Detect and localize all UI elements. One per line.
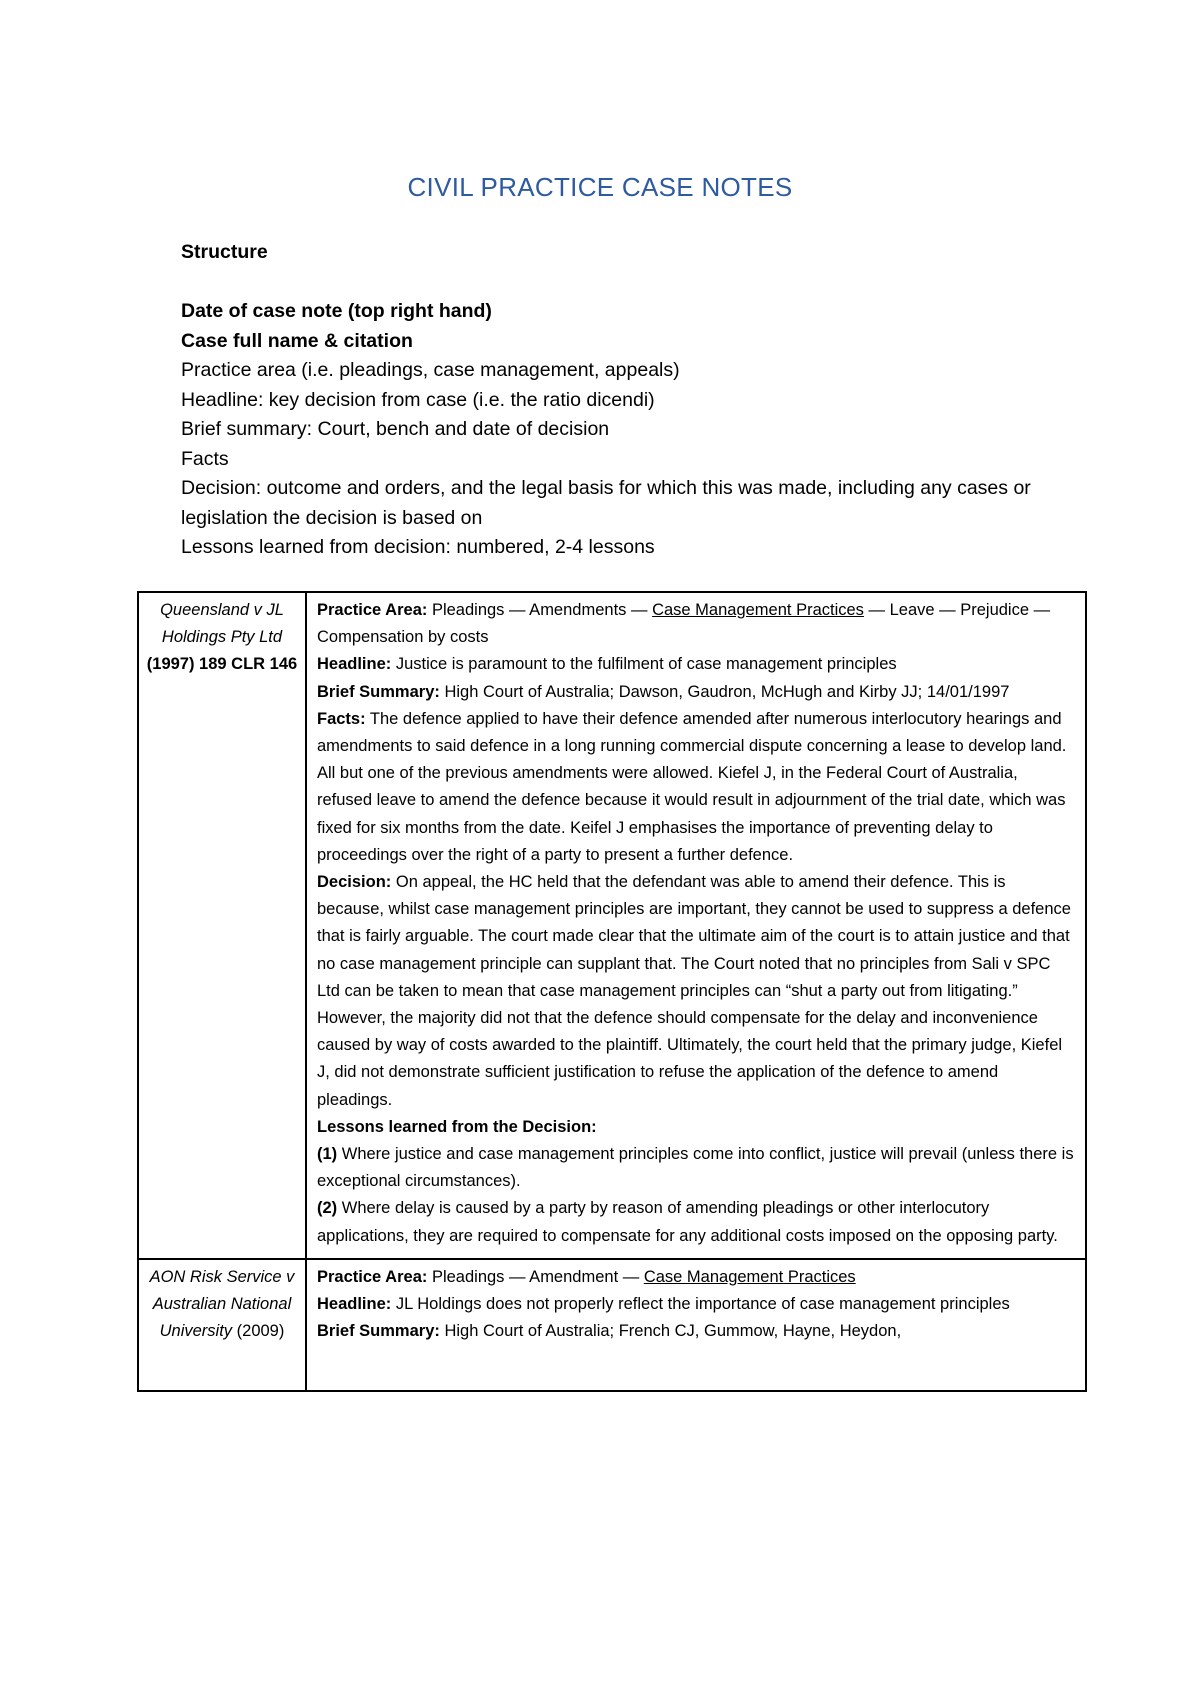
case-citation: (1997) 189 CLR 146 [146, 655, 298, 674]
headline [317, 1291, 1075, 1318]
decision-label: Decision: [317, 873, 392, 892]
brief-summary-text: High Court of Australia; Dawson, Gaudron, McHugh and Kirby JJ; 14/01/1997 [439, 682, 1010, 701]
structure-line-facts: Facts [181, 447, 229, 470]
lesson-text: Where justice and case management principles come into conflict, justice will prevail (unless there is exceptional circumstances). [317, 1145, 1074, 1191]
lesson-number: (2) [317, 1199, 338, 1218]
headline [317, 651, 1075, 678]
brief-summary [317, 679, 1075, 706]
spacer [181, 268, 1061, 298]
structure-line-summary: Brief summary: Court, bench and date of decision [181, 418, 610, 440]
case-note-cell [306, 592, 1086, 1259]
practice-area-label: Practice Area: [317, 601, 428, 619]
practice-area-text: Pleadings — Amendment — [427, 1267, 644, 1286]
headline-text: Justice is paramount to the fulfilment of case management principles [391, 655, 897, 674]
brief-summary-label: Brief Summary: [317, 682, 440, 701]
headline-label: Headline: [317, 1295, 392, 1314]
lesson-text: Where delay is caused by a party by reason of amending pleadings or other interlocutory applications, they are required to compensate for any additional costs imposed on the opposing party. [317, 1199, 1058, 1245]
lesson-item [317, 1141, 1075, 1195]
structure-line-lessons: Lessons learned from decision: numbered, 2-4 lessons [181, 536, 655, 558]
brief-summary-label: Brief Summary: [317, 1322, 440, 1341]
case-name: Queensland v JL Holdings Pty Ltd [160, 601, 284, 647]
structure-line-practice: Practice area (i.e. pleadings, case management, appeals) [181, 359, 680, 381]
structure-line-name: Case full name & citation [181, 329, 413, 352]
facts-text: The defence applied to have their defence amended after numerous interlocutory hearings and amendments to said defence in a long running commercial dispute concerning a lease to develop land. All but one of the previous amendments were allowed. Kiefel J, in the Federal Court of Australia, refused leave to amend the defence because it would result in adjournment of the trial date, which was fixed for six months from the date. Keifel J emphasises the importance of preventing delay to proceedings over the right of a party to present a further defence. [317, 709, 1067, 864]
brief-summary-text: High Court of Australia; French CJ, Gummow, Hayne, Heydon, [439, 1322, 902, 1341]
case-citation-cell [138, 1259, 306, 1391]
headline-label: Headline: [317, 655, 392, 674]
lesson-item [317, 1195, 1075, 1249]
decision-text: On appeal, the HC held that the defendant was able to amend their defence. This is because, whilst case management principles are important, they cannot be used to suppress a defence that is fairly arguable. The court made clear that the ultimate aim of the court is to attain justice and that no case management principle can supplant that. The Court noted that no principles from Sali v SPC Ltd can be taken to mean that case management principles can “shut a party out from litigating.” However, the majority did not that the defence should compensate for the delay and inconvenience caused by way of costs awarded to the plaintiff. Ultimately, the court held that the primary judge, Kiefel J, did not demonstrate sufficient justification to refuse the application of the defence to amend pleadings. [317, 873, 1071, 1109]
lessons-heading: Lessons learned from the Decision: [317, 1117, 597, 1136]
headline-text: JL Holdings does not properly reflect the importance of case management principles [391, 1295, 1010, 1314]
practice-area [317, 597, 1075, 651]
structure-heading: Structure [181, 241, 268, 263]
structure-line-headline: Headline: key decision from case (i.e. the ratio dicendi) [181, 388, 655, 411]
page-title: CIVIL PRACTICE CASE NOTES [407, 172, 793, 202]
lesson-number: (1) [317, 1145, 338, 1164]
practice-area-label: Practice Area: [317, 1267, 428, 1286]
case-name: AON Risk Service v Australian National University [149, 1267, 295, 1341]
practice-area-underlined: Case Management Practices [652, 601, 864, 619]
facts-label: Facts: [317, 709, 366, 728]
structure-line-date: Date of case note (top right hand) [181, 300, 492, 322]
practice-area-text: Pleadings — Amendments — [427, 601, 653, 619]
brief-summary [317, 1318, 1075, 1345]
structure-section [181, 238, 1061, 563]
structure-line-decision: Decision: outcome and orders, and the legal basis for which this was made, including any cases or legislation the decision is based on [181, 477, 1031, 529]
practice-area [317, 1264, 1075, 1291]
case-citation-cell [138, 592, 306, 1259]
table-row [138, 592, 1086, 1259]
practice-area-text-tail: — Leave — Prejudice — Compensation by costs [317, 601, 1051, 647]
decision [317, 869, 1075, 1114]
practice-area-underlined: Case Management Practices [643, 1267, 856, 1286]
case-notes-table [137, 591, 1087, 1392]
case-note-cell [306, 1259, 1086, 1391]
facts [317, 706, 1075, 869]
table-row [138, 1259, 1086, 1391]
case-citation: (2009) [236, 1322, 285, 1341]
